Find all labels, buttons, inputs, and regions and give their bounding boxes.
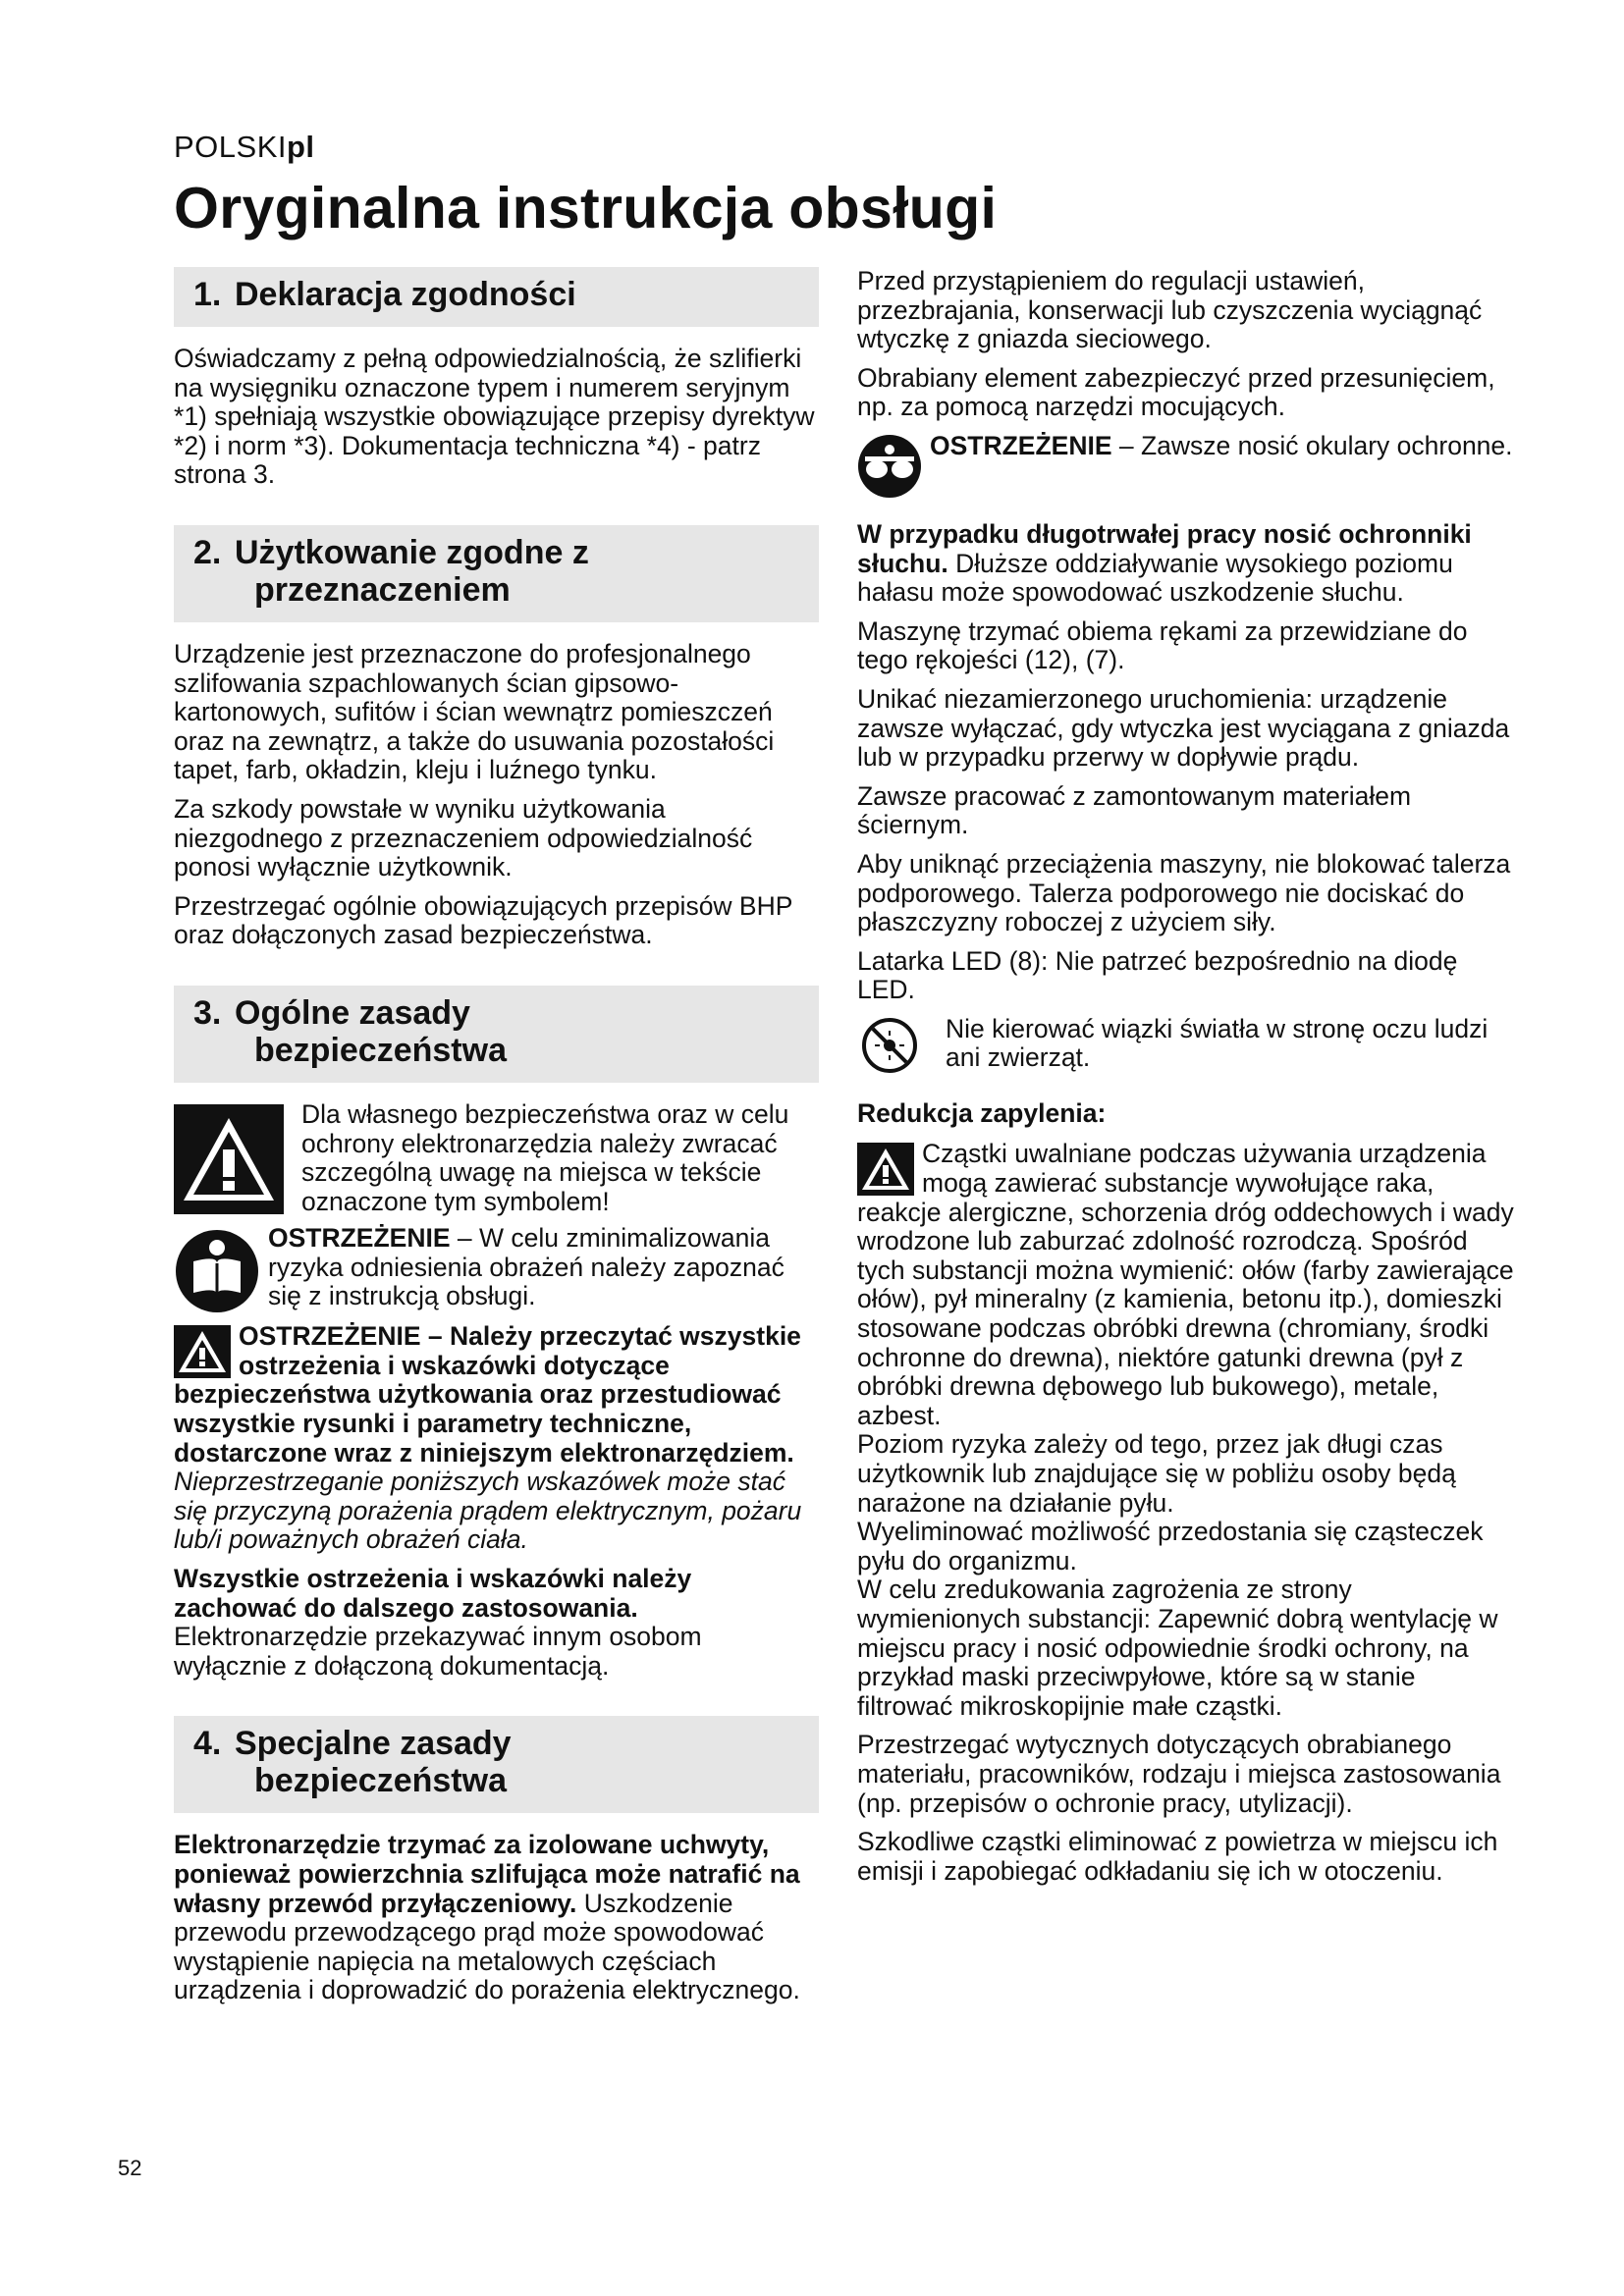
secure-workpiece-text: Obrabiany element zabezpieczyć przed przesunięciem, np. za pomocą narzędzi mocujących. [857, 362, 1495, 422]
dust-eliminate-text: Wyeliminować możliwość przedostania się cząsteczek pyłu do organizmu. [857, 1517, 1484, 1575]
intended-use-text: Urządzenie jest przeznaczone do profesjonalnego szlifowania szpachlowanych ścian gipsowo-kartonowych, sufitów i ścian wewnątrz pomieszczeń oraz na zewnątrz, a także do usuwania pozostałości tapet, farb, okładzin, kleju i luźnego tynku. [174, 638, 775, 785]
goggles-row [857, 432, 1515, 499]
section-heading-2: 2. Użytkowanie zgodne z przeznaczeniem [174, 525, 819, 622]
dust-guidelines-text: Przestrzegać wytycznych dotyczących obrabianego materiału, pracowników, rodzaju i miejsca zastosowania (np. przepisów o ochronie pracy, utylizacji). [857, 1730, 1501, 1818]
language-name: POLSKI [174, 130, 287, 164]
dust-heading: Redukcja zapylenia: [857, 1097, 1107, 1128]
declaration-text: Oświadczamy z pełną odpowiedzialnością, że szlifierki na wysięgniku oznaczone typem i numerem seryjnym *1) spełniają wszystkie obowiązujące przepisy dyrektyw *2) i norm *3). Dokumentacja techniczna *4) - patrz strona 3. [174, 344, 815, 490]
general-warning-paragraph: OSTRZEŻENIE – Należy przeczytać wszystkie ostrzeżenia i wskazówki dotyczące bezpieczeństwa użytkowania oraz przestudiować wszystkie rysunki i parametry techniczne, dostarczone wraz z niniejszym elektronarzędziem. Nieprzestrzeganie poniższych wskazówek może stać się przyczyną porażenia prądem elektrycznym, pożaru lub/i poważnych obrażeń ciała. [174, 1321, 802, 1555]
safety-goggles-icon [857, 434, 922, 499]
liability-text: Za szkody powstałe w wyniku użytkowania niezgodnego z przeznaczeniem odpowiedzialność ponosi wyłącznie użytkownik. [174, 793, 753, 882]
dust-risk-text: Poziom ryzyka zależy od tego, przez jak długi czas użytkownik lub znajdujące się w pobliżu osoby będą narażone na działanie pyłu. [857, 1429, 1456, 1518]
warning-triangle-icon [174, 1325, 231, 1378]
dust-reduce-text: W celu zredukowania zagrożenia ze strony wymienionych substancji: Zapewnić dobrą wentylację w miejscu pracy i nosić odpowiednie środki ochrony, na przykład maski przeciwpyłowe, które są w stanie filtrować mikroskopijnie małe cząstki. [857, 1575, 1498, 1721]
page-number: 52 [118, 2156, 142, 2180]
two-hands-text: Maszynę trzymać obiema rękami za przewidziane do tego rękojeści (12), (7). [857, 615, 1468, 675]
safety-symbol-row [174, 1100, 819, 1216]
dust-substances-paragraph: Cząstki uwalniane podczas używania urządzenia mogą zawierać substancje wywołujące raka, reakcje alergiczne, schorzenia dróg oddechowych i wady wrodzone lub zaburzać zdolność rozrodczą. Spośród tych substancji można wymienić: ołów (farby zawierające ołów), pył mineralny (z kamienia, betonu itp.), domieszki stosowane podczas obróbki drewna (chromiany, środki ochronne do drewna), niektóre gatunki drewna (pył z obróbki drewna dębowego lub bukowego), metale, azbest. [857, 1139, 1514, 1430]
led-text: Latarka LED (8): Nie patrzeć bezpośrednio na diodę LED. [857, 945, 1458, 1005]
dust-remove-text: Szkodliwe cząstki eliminować z powietrza w miejscu ich emisji i zapobiegać odkładaniu się ich w otoczeniu. [857, 1827, 1498, 1886]
safety-symbol-text: Dla własnego bezpieczeństwa oraz w celu ochrony elektronarzędzia należy zwracać szczególną uwagę na miejsca w tekście oznaczone tym symbolem! [301, 1098, 789, 1216]
unplug-text: Przed przystąpieniem do regulacji ustawień, przezbrajania, konserwacji lub czyszczenia wyciągnąć wtyczkę z gniazda sieciowego. [857, 266, 1483, 354]
section-heading-4: 4. Specjalne zasady bezpieczeństwa [174, 1716, 819, 1813]
section-heading-3: 3. Ogólne zasady bezpieczeństwa [174, 986, 819, 1083]
abrasive-text: Zawsze pracować z zamontowanym materiałem ściernym. [857, 780, 1412, 840]
read-manual-icon [174, 1228, 260, 1314]
no-light-beam-icon [861, 1017, 918, 1074]
insulated-grip-paragraph: Elektronarzędzie trzymać za izolowane uchwyty, ponieważ powierzchnia szlifująca może natrafić na własny przewód przyłączeniowy. Uszkodzenie przewodu przewodzącego prąd może spowodować wystąpienie napięcia na metalowych częściach urządzenia i doprowadzić do porażenia elektrycznego. [174, 1830, 800, 2005]
right-column [857, 267, 1515, 1896]
left-column [174, 267, 819, 2015]
warning-triangle-icon [174, 1104, 284, 1214]
read-manual-row [174, 1224, 819, 1314]
language-code: pl [287, 130, 315, 164]
bhp-text: Przestrzegać ogólnie obowiązujących przepisów BHP oraz dołączonych zasad bezpieczeństwa. [174, 890, 792, 950]
keep-instructions-paragraph: Wszystkie ostrzeżenia i wskazówki należy zachować do dalszego zastosowania. Elektronarzędzie przekazywać innym osobom wyłącznie z dołączoną dokumentacją. [174, 1564, 702, 1681]
section-heading-1: 1. Deklaracja zgodności [174, 267, 819, 327]
overload-text: Aby uniknąć przeciążenia maszyny, nie blokować talerza podporowego. Talerza podporowego nie dociskać do płaszczyzny roboczej z użyciem siły. [857, 848, 1511, 937]
read-manual-text: OSTRZEŻENIE – W celu zminimalizowania ryzyka odniesienia obrażeń należy zapoznać się z instrukcją obsługi. [268, 1223, 785, 1311]
page-title: Oryginalna instrukcja obsługi [174, 176, 998, 240]
unintended-start-text: Unikać niezamierzonego uruchomienia: urządzenie zawsze wyłączać, gdy wtyczka jest wyciągana z gniazda lub w przypadku przerwy w dopływie prądu. [857, 683, 1510, 773]
language-label [174, 130, 315, 165]
beam-warning-row [857, 1015, 1515, 1074]
goggles-text: OSTRZEŻENIE – Zawsze nosić okulary ochronne. [930, 430, 1513, 460]
warning-triangle-icon [857, 1143, 914, 1196]
beam-warning-text: Nie kierować wiązki światła w stronę oczu ludzi ani zwierząt. [946, 1013, 1489, 1073]
hearing-protection-paragraph: W przypadku długotrwałej pracy nosić ochronniki słuchu. Dłuższe oddziaływanie wysokiego poziomu hałasu może spowodować uszkodzenie słuchu. [857, 518, 1472, 608]
